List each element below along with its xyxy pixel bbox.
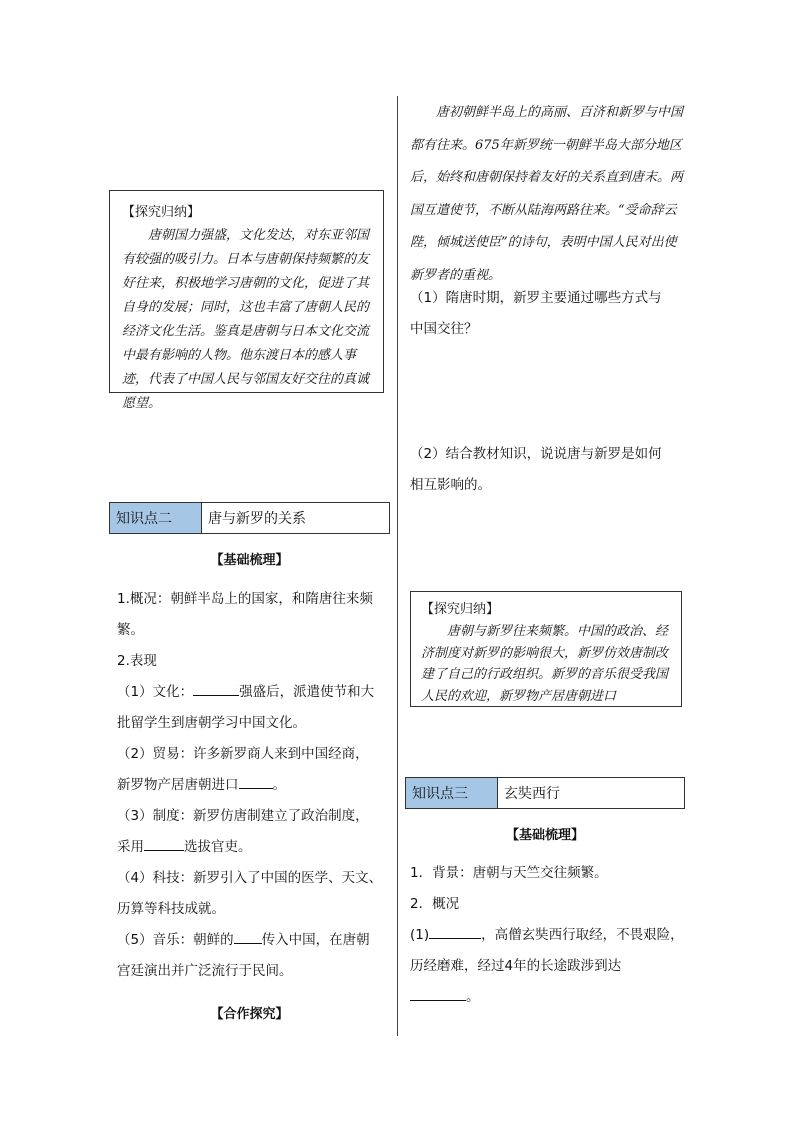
trade-line-2	[117, 770, 392, 801]
fill-blank	[144, 836, 184, 851]
fill-blank	[193, 681, 239, 696]
cooperative-inquiry-heading: 【合作探究】	[210, 1007, 289, 1022]
question-1-line-2: 中国交往？	[410, 321, 478, 337]
item-1-line-1: 1.概况：朝鲜半岛上的国家，和隋唐往来频	[117, 591, 373, 607]
overview-text: ，高僧玄奘西行取经，不畏艰险，	[481, 927, 684, 943]
fill-blank	[234, 929, 262, 944]
question-1	[410, 283, 690, 345]
background-line: 1．背景：唐朝与天竺交往频繁。	[410, 865, 608, 881]
tech-line-2: 历算等科技成就。	[117, 901, 225, 917]
overview-label: 2．概况	[410, 896, 460, 912]
silla-passage-text: 唐初朝鲜半岛上的高丽、百济和新罗与中国都有往来。675年新罗统一朝鲜半岛大部分地区后，始终和唐朝保持着友好的关系直到唐末。两国互遣使节，不断从陆海两路往来。“受命辞云陛，倾城送使臣”的诗句，表明中国人民对出使新罗者的重视。	[410, 105, 684, 283]
overview-number: (1)	[410, 927, 430, 943]
silla-passage	[410, 97, 685, 292]
fill-blank	[239, 774, 273, 789]
system-end: 选拔官吏。	[184, 839, 252, 855]
knowledge-point-title: 唐与新罗的关系	[208, 511, 306, 527]
item-1-line-2: 繁。	[117, 622, 144, 638]
culture-line-1	[117, 677, 392, 708]
explore-summary-box-2	[410, 591, 682, 707]
knowledge-point-header-3	[405, 777, 685, 809]
question-2-line-2: 相互影响的。	[410, 477, 491, 493]
basic-review-content	[117, 584, 392, 987]
knowledge-point-number-3: 知识点三	[406, 778, 498, 808]
culture-label: （1）文化：	[117, 684, 194, 700]
overview-line-2: 历经磨难，经过4年的长途跋涉到达	[410, 958, 622, 974]
question-1-line-1: （1）隋唐时期，新罗主要通过哪些方式与	[410, 290, 662, 306]
fill-blank	[429, 924, 481, 939]
trade-text: 新罗物产居唐朝进口	[117, 777, 239, 793]
basic-review-heading-2: 【基础梳理】	[505, 828, 584, 843]
question-2-line-1: （2）结合教材知识，说说唐与新罗是如何	[410, 446, 662, 462]
explore-summary-heading-2: 【探究归纳】	[421, 602, 500, 617]
explore-summary-text-2: 唐朝与新罗往来频繁。中国的政治、经济制度对新罗的影响很大，新罗仿效唐制改建了自己的行政组织。新罗的音乐很受我国人民的欢迎，新罗物产居唐朝进口	[421, 624, 669, 704]
column-divider	[397, 96, 398, 1036]
item-2-label: 2.表现	[117, 653, 157, 669]
knowledge-point-header	[109, 502, 390, 534]
explore-summary-box	[109, 190, 384, 411]
trade-end: 。	[272, 777, 286, 793]
culture-line-2: 批留学生到唐朝学习中国文化。	[117, 715, 306, 731]
culture-text: 强盛后，派遣使节和大	[239, 684, 375, 700]
explore-summary-heading: 【探究归纳】	[122, 205, 201, 220]
tech-line-1: （4）科技：新罗引入了中国的医学、天文、	[117, 870, 383, 886]
system-text: 采用	[117, 839, 144, 855]
system-line-2	[117, 832, 392, 863]
music-label: （5）音乐：朝鲜的	[117, 932, 234, 948]
question-2	[410, 439, 690, 501]
music-text: 传入中国，在唐朝	[261, 932, 370, 948]
explore-summary-text: 唐朝国力强盛，文化发达，对东亚邻国有较强的吸引力。日本与唐朝保持频繁的友好往来，积极地学习唐朝的文化，促进了其自身的发展；同时，这也丰富了唐朝人民的经济文化生活。鉴真是唐朝与日本文化交流中最有影响的人物。他东渡日本的感人事迹，代表了中国人民与邻国友好交往的真诚愿望。	[122, 228, 370, 411]
fill-blank	[410, 986, 466, 1001]
overview-line-1	[410, 920, 690, 951]
trade-line-1: （2）贸易：许多新罗商人来到中国经商，	[117, 746, 369, 762]
music-line-1	[117, 925, 392, 956]
music-line-2: 宫廷演出并广泛流行于民间。	[117, 963, 293, 979]
knowledge-point-title-3: 玄奘西行	[504, 786, 560, 802]
overview-line-3	[410, 982, 690, 1013]
basic-review-heading: 【基础梳理】	[210, 553, 289, 568]
overview-end: 。	[466, 989, 480, 1005]
system-line-1: （3）制度：新罗仿唐制建立了政治制度，	[117, 808, 369, 824]
knowledge-point-number: 知识点二	[110, 503, 202, 533]
xuanzang-content	[410, 858, 690, 1013]
